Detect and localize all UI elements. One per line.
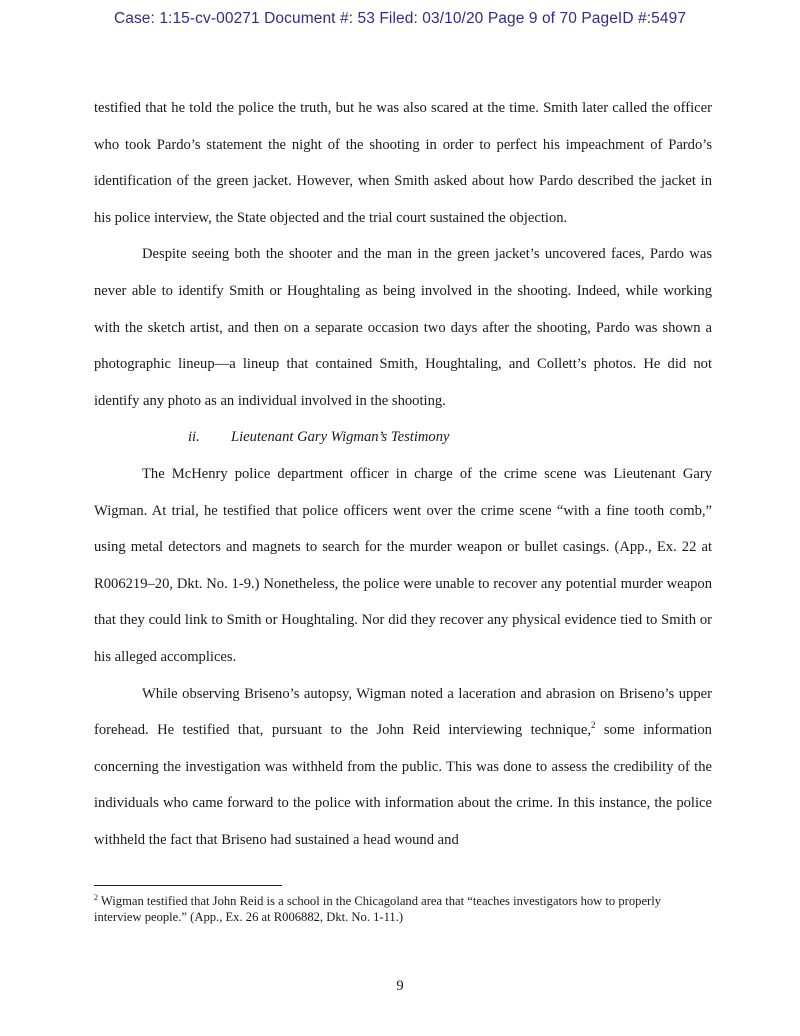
footnote-reference: 2 (590, 720, 596, 731)
footnote (94, 893, 704, 925)
paragraph-autopsy-continued: some information concerning the investigation was withheld from the public. This was done to assess the credibility of the individuals who came forward to the police with information about the crime. In this instance, the police withheld the fact that Briseno had sustained a head wound and (94, 722, 712, 848)
section-heading (94, 419, 712, 456)
case-header: Case: 1:15-cv-00271 Document #: 53 Filed: 03/10/20 Page 9 of 70 PageID #:5497 (113, 10, 687, 27)
section-heading-title: Lieutenant Gary Wigman’s Testimony (231, 429, 450, 446)
footnote-divider (94, 885, 282, 886)
paragraph-wigman-crime-scene: The McHenry police department officer in charge of the crime scene was Lieutenant Gary Wigman. At trial, he testified that police officers went over the crime scene “with a fine tooth comb,” using metal detectors and magnets to search for the murder weapon or bullet casings. (App., Ex. 22 at R006219–20, Dkt. No. 1-9.) Nonetheless, the police were unable to recover any potential murder weapon that they could link to Smith or Houghtaling. Nor did they recover any physical evidence tied to Smith or his alleged accomplices. (94, 465, 712, 665)
page-number: 9 (396, 978, 404, 994)
paragraph-autopsy-text: While observing Briseno’s autopsy, Wigman noted a laceration and abrasion on Briseno’s upper forehead. He testified that, pursuant to the John Reid interviewing technique, (94, 685, 712, 739)
footnote-marker: 2 (94, 892, 98, 902)
footnote-text: Wigman testified that John Reid is a school in the Chicagoland area that “teaches investigators how to properly interview people.” (App., Ex. 26 at R006882, Dkt. No. 1-11.) (94, 894, 662, 924)
section-heading-number: ii. (188, 429, 200, 446)
paragraph-autopsy (94, 676, 712, 859)
paragraph-continued: testified that he told the police the truth, but he was also scared at the time. Smith later called the officer who took Pardo’s statement the night of the shooting in order to perfect his impeachment of Pardo’s identification of the green jacket. However, when Smith asked about how Pardo described the jacket in his police interview, the State objected and the trial court sustained the objection. (94, 100, 712, 226)
paragraph-pardo-identification: Despite seeing both the shooter and the man in the green jacket’s uncovered faces, Pardo was never able to identify Smith or Houghtaling as being involved in the shooting. Indeed, while working with the sketch artist, and then on a separate occasion two days after the shooting, Pardo was shown a photographic lineup—a lineup that contained Smith, Houghtaling, and Collett’s photos. He did not identify any photo as an individual involved in the shooting. (94, 246, 712, 409)
document-body (94, 90, 712, 858)
